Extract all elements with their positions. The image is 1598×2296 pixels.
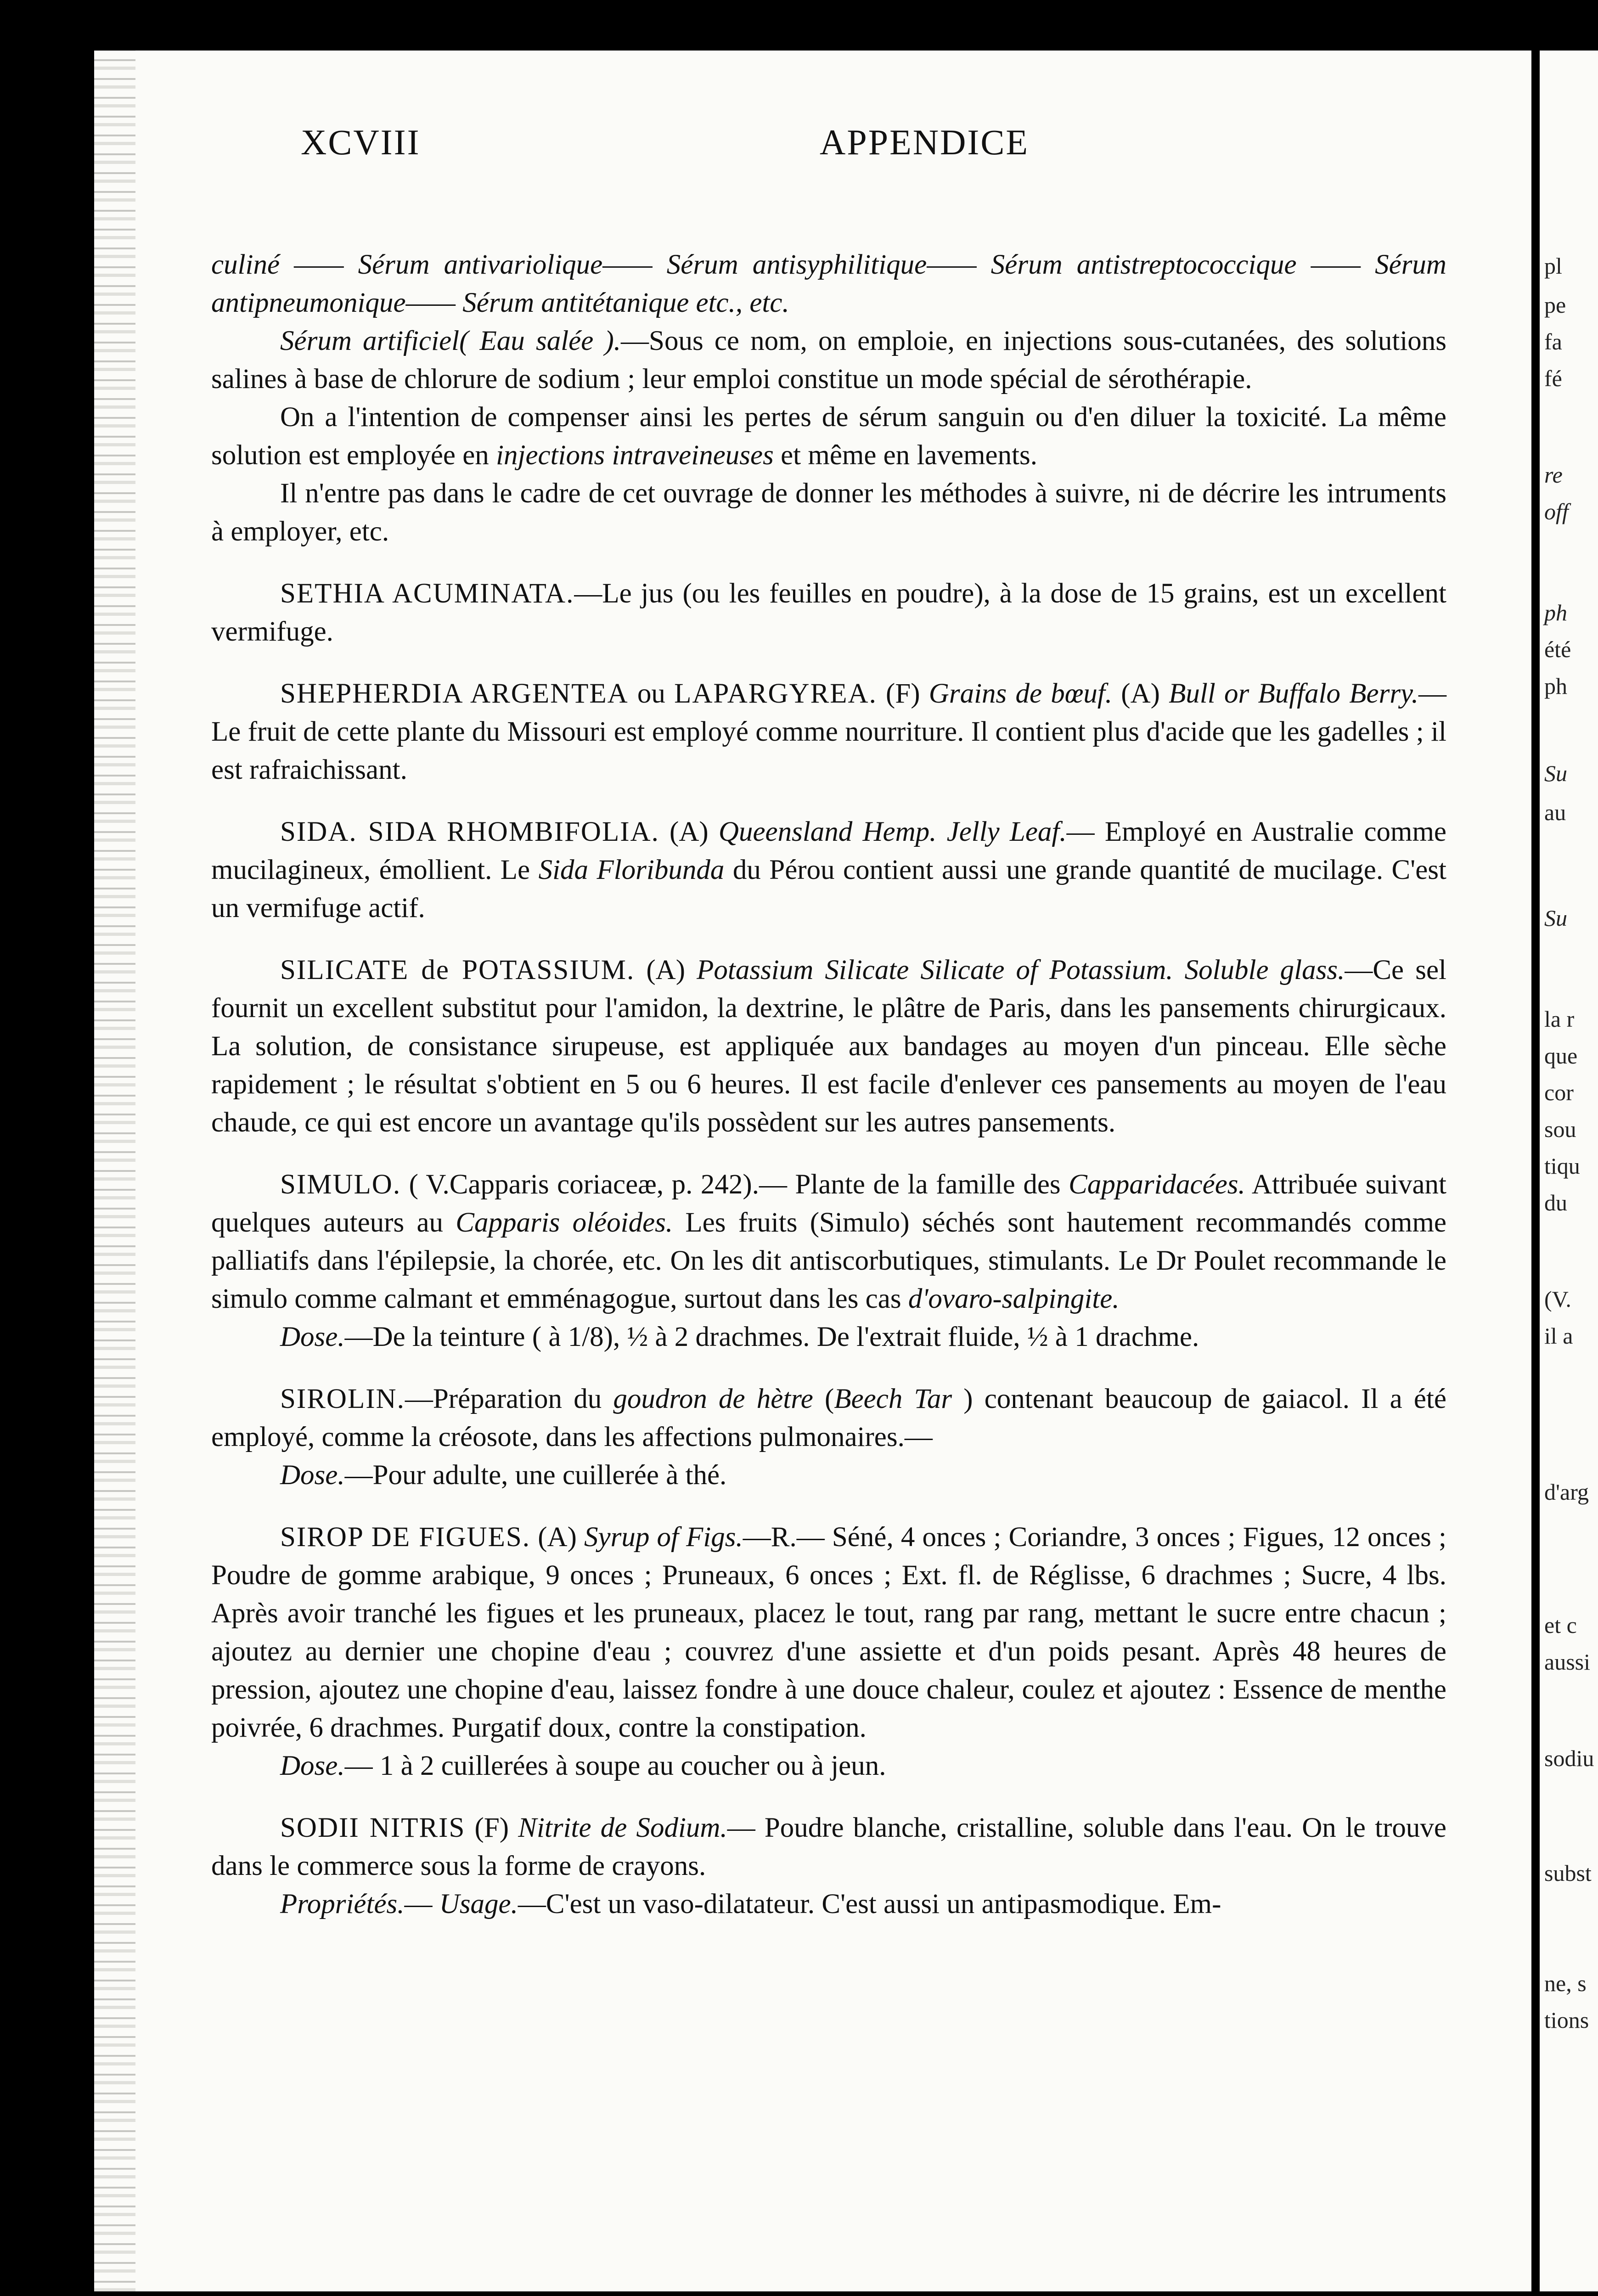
entry-term: Sérum artificiel( Eau salée ).: [280, 326, 621, 356]
dose-sirop-figues: [211, 1747, 1446, 1785]
text-run: —: [404, 1889, 439, 1919]
serum-list: Sérum antivariolique—— Sérum antisyphilitique—— Sérum antistreptococcique —— Sérum antipneumonique—— Sérum antitétanique etc., etc.: [211, 249, 1446, 318]
text-run: —Préparation du: [405, 1384, 613, 1414]
entry-heading-alt: LAPARGYREA.: [674, 678, 877, 709]
text-run: (A): [659, 816, 719, 847]
entry-heading: SIMULO.: [280, 1169, 401, 1200]
margin-fragment: et c: [1544, 1612, 1577, 1638]
dose-label: Dose.: [280, 1460, 345, 1491]
margin-fragment: au: [1544, 799, 1566, 825]
margin-fragment: la r: [1544, 1006, 1575, 1032]
page-header: [301, 122, 1515, 168]
english-name: Queensland Hemp. Jelly Leaf.: [718, 816, 1067, 847]
text-italic: goudron de hètre: [613, 1384, 813, 1414]
entry-text: ) contenant beaucoup de gaiacol. Il a été employé, comme la créosote, dans les affections pulmonaires.—: [211, 1384, 1446, 1452]
margin-fragment: re: [1544, 462, 1563, 488]
text-run: (A): [1112, 678, 1169, 709]
entry-sodii-nitris: [211, 1809, 1446, 1885]
dose-text: —Pour adulte, une cuillerée à thé.: [344, 1460, 727, 1491]
dose-label: Dose.: [280, 1322, 345, 1352]
margin-fragment: ph: [1544, 600, 1567, 625]
sub-label: Propriétés.: [280, 1889, 405, 1919]
sub-label: Usage.: [439, 1889, 518, 1919]
text-run: (: [813, 1384, 834, 1414]
entry-shepherdia: [211, 675, 1446, 789]
margin-fragment: fa: [1544, 329, 1562, 355]
margin-fragment: off: [1544, 499, 1569, 524]
entry-text: —R.— Séné, 4 onces ; Coriandre, 3 onces ; Figues, 12 onces ; Poudre de gomme arabique, 9 onces ; Pruneaux, 6 onces ; Ext. fl. de Réglisse, 6 drachmes ; Sucre, 4 lbs. Après avoir tranché les figues et les pruneaux, placez le tout, rang par rang, mettant le sucre entre chacun ; ajoutez au dernier une chopine d'eau ; couvrez d'une assiette et d'un poids pesant. Après 48 heures de pression, ajoutez une chopine d'eau, laissez fondre à une douce chaleur, coulez et ajoutez : Essence de menthe poivrée, 6 drachmes. Purgatif doux, contre la constipation.: [211, 1522, 1446, 1743]
page-number: XCVIII: [301, 122, 421, 162]
margin-fragment: que: [1544, 1043, 1578, 1069]
text-italic: Capparidacées.: [1069, 1169, 1245, 1200]
margin-fragment: fé: [1544, 366, 1562, 391]
entry-heading: SODII NITRIS: [280, 1812, 466, 1843]
english-name: Beech Tar: [834, 1384, 952, 1414]
text-italic: d'ovaro-salpingite.: [908, 1283, 1120, 1314]
entry-heading: SETHIA ACUMINATA.: [280, 578, 574, 609]
margin-fragment: été: [1544, 636, 1571, 662]
margin-fragment: ph: [1544, 673, 1567, 699]
paragraph-serum-list: [211, 246, 1446, 322]
english-name: Syrup of Figs.: [584, 1522, 743, 1553]
text-italic: Capparis oléoides.: [456, 1207, 673, 1238]
english-name: Bull or Buffalo Berry.: [1169, 678, 1419, 709]
text-italic: injections intraveineuses: [496, 440, 774, 471]
entry-sethia: [211, 574, 1446, 651]
paragraph-methodes: [211, 474, 1446, 551]
dose-sirolin: [211, 1456, 1446, 1494]
margin-fragment: cor: [1544, 1080, 1574, 1105]
entry-heading: SIDA. SIDA RHOMBIFOLIA.: [280, 816, 659, 847]
dose-text: — 1 à 2 cuillerées à soupe au coucher ou à jeun.: [344, 1750, 886, 1781]
dose-label: Dose.: [280, 1750, 345, 1781]
entry-silicate: [211, 951, 1446, 1142]
text-run: On a l'intention de compenser ainsi les pertes de sérum sanguin ou d'en diluer la toxicité. La même solution est employée en: [211, 402, 1446, 471]
margin-fragment: du: [1544, 1190, 1567, 1216]
entry-sirolin: [211, 1380, 1446, 1456]
margin-fragment: pl: [1544, 253, 1562, 279]
entry-text: —Ce sel fournit un excellent substitut pour l'amidon, la dextrine, le plâtre de Paris, dans les pansements chirurgicaux. La solution, de consistance sirupeuse, est appliquée aux bandages au moyen d'un pinceau. Elle sèche rapidement ; le résultat s'obtient en 5 ou 6 heures. Il est facile d'enlever ces pansements au moyen de l'eau chaude, ce qui est encore un avantage qu'ils possèdent sur les autres pansements.: [211, 955, 1447, 1138]
text-run: (F): [465, 1812, 518, 1843]
margin-fragment: Su: [1544, 905, 1567, 931]
english-name: Potassium Silicate Silicate of Potassium. Soluble glass.: [697, 955, 1345, 985]
paragraph-intention: [211, 398, 1446, 474]
dose-simulo: [211, 1318, 1446, 1356]
dose-text: —De la teinture ( à 1/8), ½ à 2 drachmes. De l'extrait fluide, ½ à 1 drachme.: [344, 1322, 1199, 1352]
margin-fragment: tiqu: [1544, 1153, 1580, 1179]
running-title: APPENDICE: [820, 122, 1030, 162]
entry-sirop-figues: [211, 1518, 1446, 1747]
text-run: Attribuée suivant quelques auteurs au: [211, 1169, 1446, 1238]
entry-text: —Le jus (ou les feuilles en poudre), à la dose de 15 grains, est un excellent vermifuge.: [211, 578, 1446, 647]
proprietes-sodii-nitris: [211, 1885, 1446, 1923]
text-run: Il n'entre pas dans le cadre de cet ouvrage de donner les méthodes à suivre, ni de décrire les intruments à employer, etc.: [211, 478, 1446, 547]
french-name: Nitrite de Sodium.: [518, 1812, 727, 1843]
entry-text: — Employé en Australie comme mucilagineux, émollient. Le: [211, 816, 1446, 885]
text-run: (F): [877, 678, 929, 709]
entry-heading: SILICATE de POTASSIUM.: [280, 955, 635, 985]
entry-text: —Sous ce nom, on emploie, en injections sous-cutanées, des solutions salines à base de chlorure de sodium ; leur emploi constitue un mode spécial de sérothérapie.: [211, 326, 1447, 394]
entry-sida: [211, 813, 1446, 927]
margin-fragment: (V.: [1544, 1286, 1571, 1312]
french-name: Grains de bœuf.: [928, 678, 1113, 709]
entry-text: —Le fruit de cette plante du Missouri est employé comme nourriture. Il contient plus d'acide que les gadelles ; il est rafraichissant.: [211, 678, 1447, 785]
entry-simulo: [211, 1165, 1446, 1318]
text-run: ou: [628, 678, 675, 709]
text-run: culiné ——: [211, 249, 358, 280]
margin-fragment: d'arg: [1544, 1479, 1589, 1505]
margin-fragment: Su: [1544, 760, 1567, 786]
entry-heading: SIROP DE FIGUES.: [280, 1522, 531, 1553]
text-run: ( V.Capparis coriaceæ, p. 242).— Plante de la famille des: [401, 1169, 1069, 1200]
paragraph-serum-artificiel: [211, 322, 1446, 398]
margin-fragment: il a: [1544, 1323, 1573, 1349]
page-body: [211, 246, 1446, 1923]
entry-text: — Poudre blanche, cristalline, soluble dans l'eau. On le trouve dans le commerce sous la forme de crayons.: [211, 1812, 1446, 1881]
margin-fragment: sodiu: [1544, 1745, 1594, 1771]
margin-fragment: sou: [1544, 1116, 1576, 1142]
entry-text: —C'est un vaso-dilatateur. C'est aussi un antipasmodique. Em-: [518, 1889, 1221, 1919]
entry-heading: SHEPHERDIA ARGENTEA: [280, 678, 629, 709]
margin-fragment: aussi: [1544, 1649, 1590, 1675]
margin-fragment: tions: [1544, 2007, 1589, 2033]
margin-fragment: pe: [1544, 292, 1566, 318]
text-run: (A): [635, 955, 697, 985]
text-italic: Sida Floribunda: [538, 855, 725, 885]
facing-page-fragment: [1531, 51, 1598, 2291]
entry-text: Les fruits (Simulo) séchés sont hautement recommandés comme palliatifs dans l'épilepsie, la chorée, etc. On les dit antiscorbutiques, stimulants. Le Dr Poulet recommande le simulo comme calmant et emménagogue, surtout dans les cas: [211, 1207, 1446, 1314]
page-edge-binding: [94, 51, 135, 2291]
entry-heading: SIROLIN.: [280, 1384, 405, 1414]
margin-fragment: ne, s: [1544, 1970, 1587, 1996]
text-run: (A): [530, 1522, 585, 1553]
entry-text: du Pérou contient aussi une grande quantité de mucilage. C'est un vermifuge actif.: [211, 855, 1446, 923]
margin-fragment: subst: [1544, 1860, 1592, 1886]
text-run: et même en lavements.: [773, 440, 1038, 471]
